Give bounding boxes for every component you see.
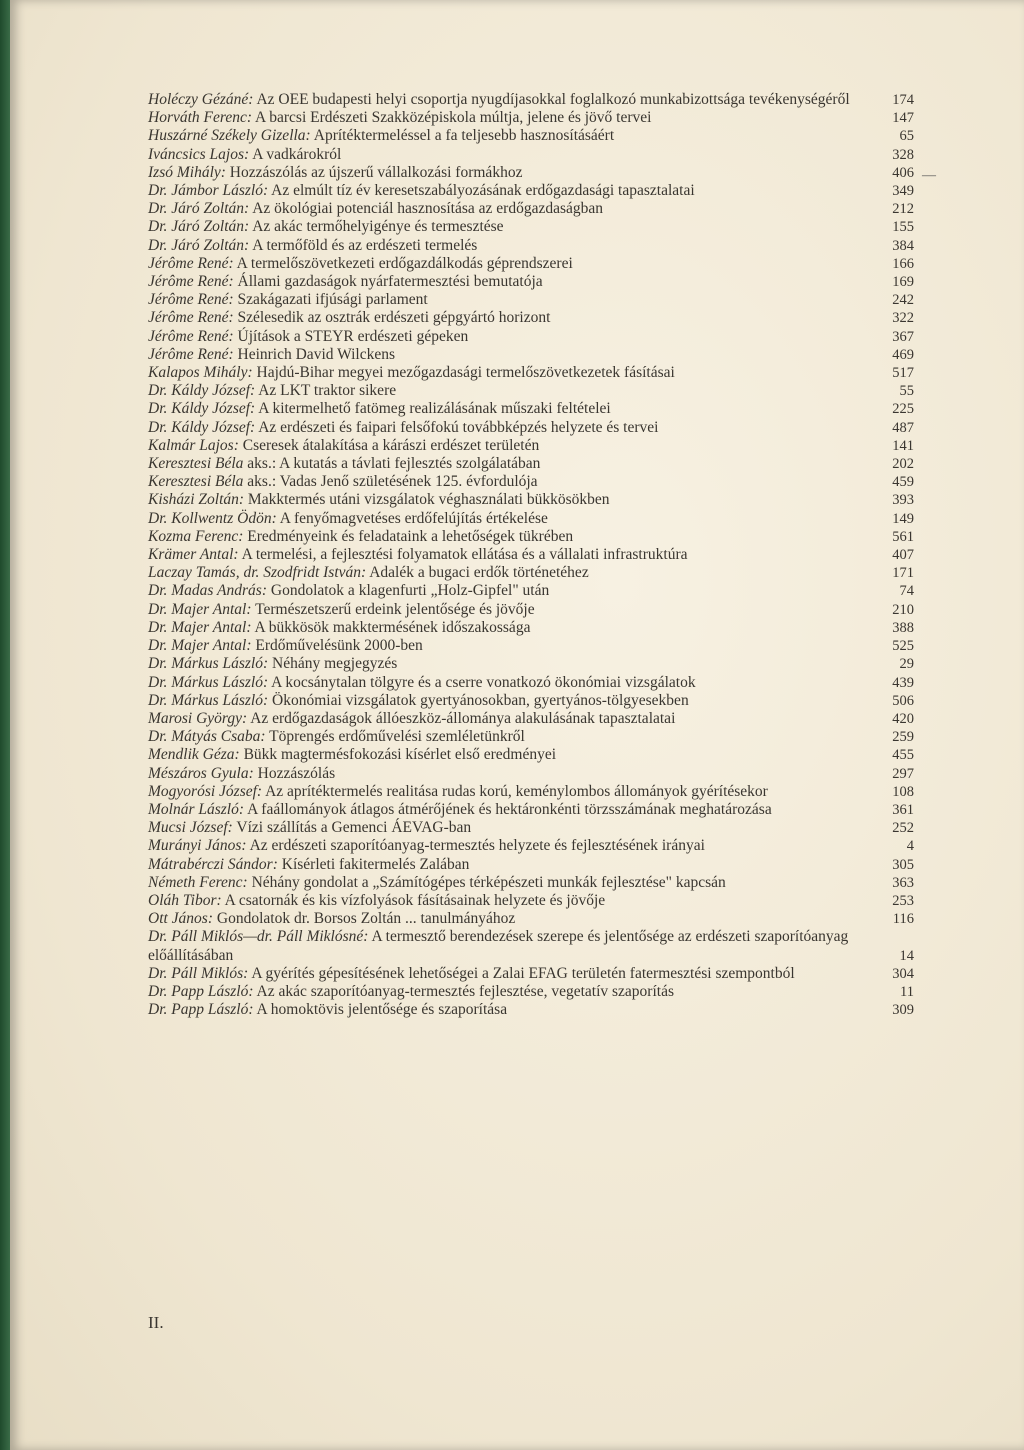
index-entry [148,892,914,910]
entry-page-number: 384 [892,237,914,254]
margin-mark: — [922,168,936,183]
entry-title: Töprengés erdőművelési szemléletünkről [269,728,525,746]
index-entry [148,473,914,491]
entry-page-number: 297 [892,765,914,782]
entry-page-number: 29 [899,656,914,673]
entry-title: A fenyőmagvetéses erdőfelújítás értékelése [279,509,548,527]
index-entry [148,200,914,218]
entry-page-number: 363 [892,874,914,891]
entry-title: Természetszerű erdeink jelentősége és jövője [255,600,535,618]
entry-author: Kozma Ferenc: [148,527,244,545]
entry-page-number: 393 [892,492,914,509]
entry-page-number: 242 [892,292,914,309]
entry-author: Dr. Jámbor László: [148,182,269,200]
entry-title: Az elmúlt tíz év keresetszabályozásának erdőgazdasági tapasztalatai [271,182,695,200]
entry-author: Ott János: [148,910,214,928]
entry-title: A faállományok átlagos átmérőjének és hektáronkénti törzsszámának meghatározása [247,800,772,818]
entry-page-number: 525 [892,638,914,655]
index-entry [148,218,914,236]
entry-page-number: 253 [892,892,914,909]
index-entry [148,674,914,692]
entry-author: Mészáros Gyula: [148,764,254,782]
index-entry [148,328,914,346]
entry-page-number: 55 [899,383,914,400]
index-entry [148,637,914,655]
entry-author: Kalapos Mihály: [148,364,253,382]
entry-title: Az ökológiai potenciál hasznosítása az erdőgazdaságban [252,200,603,218]
entry-author: Németh Ferenc: [148,873,248,891]
entry-title: Az erdészeti szaporítóanyag-termesztés helyzete és fejlesztésének irányai [249,837,705,855]
entry-author: Molnár László: [148,800,245,818]
entry-title: Aprítéktermeléssel a fa teljesebb hasznosításáért [313,127,615,145]
entry-page-number: 322 [892,310,914,327]
index-entry [148,91,914,109]
index-entry [148,419,914,437]
entry-author: Dr. Márkus László: [148,673,269,691]
entry-author: Izsó Mihály: [148,163,226,181]
index-entries [148,91,914,1019]
entry-title: Ökonómiai vizsgálatok gyertyánosokban, gyertyános-tölgyesekben [272,691,689,709]
entry-title: Szélesedik az osztrák erdészeti gépgyártó horizont [237,309,551,327]
entry-author: Dr. Páll Miklós—dr. Páll Miklósné: [148,928,369,946]
entry-author: Jérôme René: [148,254,234,272]
entry-author: Dr. Majer Antal: [148,637,252,655]
entry-page-number: 166 [892,255,914,272]
entry-author: Dr. Majer Antal: [148,618,252,636]
entry-author: Mogyorósi József: [148,782,263,800]
entry-title: Eredményeink és feladataink a lehetőségek tükrében [247,527,574,545]
entry-title: Az akác termőhelyigénye és termesztése [252,218,504,236]
entry-title: Az erdészeti és faipari felsőfokú továbbképzés helyzete és tervei [258,418,659,436]
entry-page-number: 561 [892,528,914,545]
entry-page-number: 65 [899,128,914,145]
entry-page-number: 74 [899,583,914,600]
entry-author: Kisházi Zoltán: [148,491,245,509]
entry-author: Oláh Tibor: [148,891,222,909]
entry-page-number: 149 [892,510,914,527]
entry-page-number: 259 [892,729,914,746]
index-entry [148,874,914,892]
entry-author: Dr. Káldy József: [148,418,256,436]
entry-title: Állami gazdaságok nyárfatermesztési bemutatója [237,273,543,291]
index-entry [148,146,914,164]
entry-title: Heinrich David Wilckens [237,345,396,363]
entry-page-number: 406 [892,164,914,181]
entry-title: Az akác szaporítóanyag-termesztés fejlesztése, vegetatív szaporítás [256,982,674,1000]
entry-author: Iváncsics Lajos: [148,145,250,163]
index-entry [148,291,914,309]
entry-page-number: 212 [892,201,914,218]
index-entry [148,910,914,928]
entry-author: Huszárné Székely Gizella: [148,127,311,145]
entry-page-number: 455 [892,747,914,764]
index-entry [148,182,914,200]
entry-author: Jérôme René: [148,273,234,291]
entry-author: Dr. Járó Zoltán: [148,200,250,218]
entry-title: A homoktövis jelentősége és szaporítása [256,1001,508,1019]
entry-title: A barcsi Erdészeti Szakközépiskola múltja, jelene és jövő tervei [255,109,652,127]
entry-page-number: 108 [892,783,914,800]
entry-author: Dr. Madas András: [148,582,267,600]
entry-page-number: 252 [892,820,914,837]
entry-title: Újítások a STEYR erdészeti gépeken [237,327,469,345]
entry-title: A kitermelhető fatömeg realizálásának műszaki feltételei [258,400,611,418]
entry-author: Dr. Majer Antal: [148,600,252,618]
entry-page-number: 367 [892,328,914,345]
index-entry [148,928,914,964]
entry-page-number: 169 [892,274,914,291]
entry-page-number: 388 [892,619,914,636]
entry-title: Néhány gondolat a „Számítógépes térképészeti munkák fejlesztése" kapcsán [251,873,726,891]
entry-title: A termőföld és az erdészeti termelés [252,236,478,254]
entry-title: Néhány megjegyzés [272,655,398,673]
entry-page-number: 225 [892,401,914,418]
index-entry [148,109,914,127]
index-entry [148,546,914,564]
index-entry [148,491,914,509]
index-entry [148,382,914,400]
entry-page-number: 469 [892,346,914,363]
entry-page-number: 517 [892,365,914,382]
index-entry [148,237,914,255]
entry-page-number: 305 [892,856,914,873]
entry-title: Makktermés utáni vizsgálatok véghasználati bükkösökben [247,491,610,509]
entry-author: Laczay Tamás, dr. Szodfridt István: [148,564,367,582]
entry-author: Jérôme René: [148,309,234,327]
index-entry [148,309,914,327]
entry-author: Keresztesi Béla [148,473,244,491]
index-entry [148,528,914,546]
entry-author: Krämer Antal: [148,546,239,564]
entry-page-number: 171 [892,565,914,582]
entry-page-number: 487 [892,419,914,436]
index-entry [148,346,914,364]
index-entry [148,819,914,837]
entry-title: A termesztő berendezések szerepe és jelentősége az erdészeti szaporítóanyag előállításában [148,928,849,964]
entry-page-number: 304 [892,965,914,982]
entry-page-number: 116 [892,911,914,928]
entry-title: Az LKT traktor sikere [258,382,397,400]
entry-title: Kísérleti fakitermelés Zalában [281,855,470,873]
index-entry [148,783,914,801]
entry-title: Bükk magtermésfokozási kísérlet első eredményei [243,746,557,764]
index-entry [148,455,914,473]
entry-author: Dr. Járó Zoltán: [148,218,250,236]
index-entry [148,746,914,764]
entry-title: Az aprítéktermelés realitása rudas korú, keménylombos állományok gyérítésekor [265,782,768,800]
index-entry [148,164,914,182]
entry-title: Hozzászólás az újszerű vállalkozási formákhoz [229,163,523,181]
entry-title: Erdőművelésünk 2000-ben [255,637,423,655]
entry-title: A gyérítés gépesítésének lehetőségei a Zalai EFAG területén fatermesztési szempontból [251,964,795,982]
index-entry [148,1001,914,1019]
entry-author: Kalmár Lajos: [148,436,239,454]
entry-author: Dr. Márkus László: [148,691,269,709]
entry-page-number: 439 [892,674,914,691]
entry-page-number: 155 [892,219,914,236]
entry-title: Cseresek átalakítása a kárászi erdészet területén [242,436,540,454]
entry-title: aks.: Vadas Jenő születésének 125. évfordulója [247,473,538,491]
entry-author: Murányi János: [148,837,247,855]
entry-author: Jérôme René: [148,327,234,345]
entry-page-number: 506 [892,692,914,709]
index-entry [148,692,914,710]
entry-author: Dr. Kollwentz Ödön: [148,509,277,527]
entry-title: A csatornák és kis vízfolyások fásításainak helyzete és jövője [224,891,606,909]
index-entry [148,983,914,1001]
entry-title: A kocsánytalan tölgyre és a cserre vonatkozó ökonómiai vizsgálatok [271,673,696,691]
entry-page-number: 210 [892,601,914,618]
entry-title: Az OEE budapesti helyi csoportja nyugdíjasokkal foglalkozó munkabizottsága tevékenységéről [256,91,850,108]
entry-author: Dr. Márkus László: [148,655,269,673]
entry-page-number: 4 [906,838,914,855]
entry-page-number: 407 [892,547,914,564]
index-entry [148,837,914,855]
entry-author: Dr. Papp László: [148,1001,254,1019]
index-entry [148,801,914,819]
index-entry [148,728,914,746]
entry-title: Gondolatok dr. Borsos Zoltán ... tanulmányához [216,910,516,928]
index-entry [148,273,914,291]
entry-title: aks.: A kutatás a távlati fejlesztés szolgálatában [247,455,541,473]
entry-title: A vadkárokról [252,145,342,163]
index-entry [148,601,914,619]
index-entry [148,655,914,673]
entry-page-number: 349 [892,183,914,200]
entry-title: A termelőszövetkezeti erdőgazdálkodás géprendszerei [236,254,573,272]
entry-title: Adalék a bugaci erdők történetéhez [369,564,589,582]
entry-author: Marosi György: [148,709,248,727]
index-entry [148,510,914,528]
entry-author: Dr. Káldy József: [148,400,256,418]
entry-author: Mátrabérczi Sándor: [148,855,278,873]
page-number-footer: II. [148,1313,164,1332]
entry-author: Jérôme René: [148,345,234,363]
entry-title: Gondolatok a klagenfurti „Holz-Gipfel" után [270,582,550,600]
entry-page-number: 328 [892,146,914,163]
entry-page-number: 459 [892,474,914,491]
entry-title: Az erdőgazdaságok állóeszköz-állománya alakulásának tapasztalatai [250,709,676,727]
index-entry [148,619,914,637]
entry-author: Mucsi József: [148,819,233,837]
entry-title: A bükkösök makktermésének időszakossága [254,618,531,636]
index-entry [148,255,914,273]
index-entry [148,710,914,728]
entry-author: Dr. Papp László: [148,982,254,1000]
index-entry [148,965,914,983]
entry-page-number: 11 [900,983,914,1000]
entry-page-number: 309 [892,1002,914,1019]
entry-title: A termelési, a fejlesztési folyamatok ellátása és a vállalati infrastruktúra [241,546,688,564]
entry-title: Vízi szállítás a Gemenci ÁEVAG-ban [236,819,472,837]
entry-author: Dr. Káldy József: [148,382,256,400]
entry-author: Keresztesi Béla [148,455,244,473]
entry-page-number: 14 [899,947,914,964]
entry-author: Dr. Mátyás Csaba: [148,728,266,746]
book-spine [0,0,10,1450]
entry-page-number: 420 [892,710,914,727]
entry-page-number: 141 [892,437,914,454]
entry-page-number: 147 [892,110,914,127]
index-entry [148,564,914,582]
entry-author: Dr. Járó Zoltán: [148,236,250,254]
index-entry [148,127,914,145]
entry-title: Szakágazati ifjúsági parlament [237,291,428,309]
index-entry [148,364,914,382]
entry-page-number: 202 [892,456,914,473]
entry-page-number: 361 [892,801,914,818]
entry-author: Horváth Ferenc: [148,109,253,127]
index-entry [148,856,914,874]
entry-title: Hajdú-Bihar megyei mezőgazdasági termelőszövetkezetek fásításai [256,364,675,382]
entry-author: Jérôme René: [148,291,234,309]
index-entry [148,437,914,455]
entry-author: Holéczy Gézáné: [148,91,254,108]
index-entry [148,765,914,783]
entry-author: Dr. Páll Miklós: [148,964,249,982]
index-entry [148,582,914,600]
index-entry [148,400,914,418]
entry-title: Hozzászólás [257,764,336,782]
entry-author: Mendlik Géza: [148,746,240,764]
entry-page-number: 174 [892,92,914,108]
